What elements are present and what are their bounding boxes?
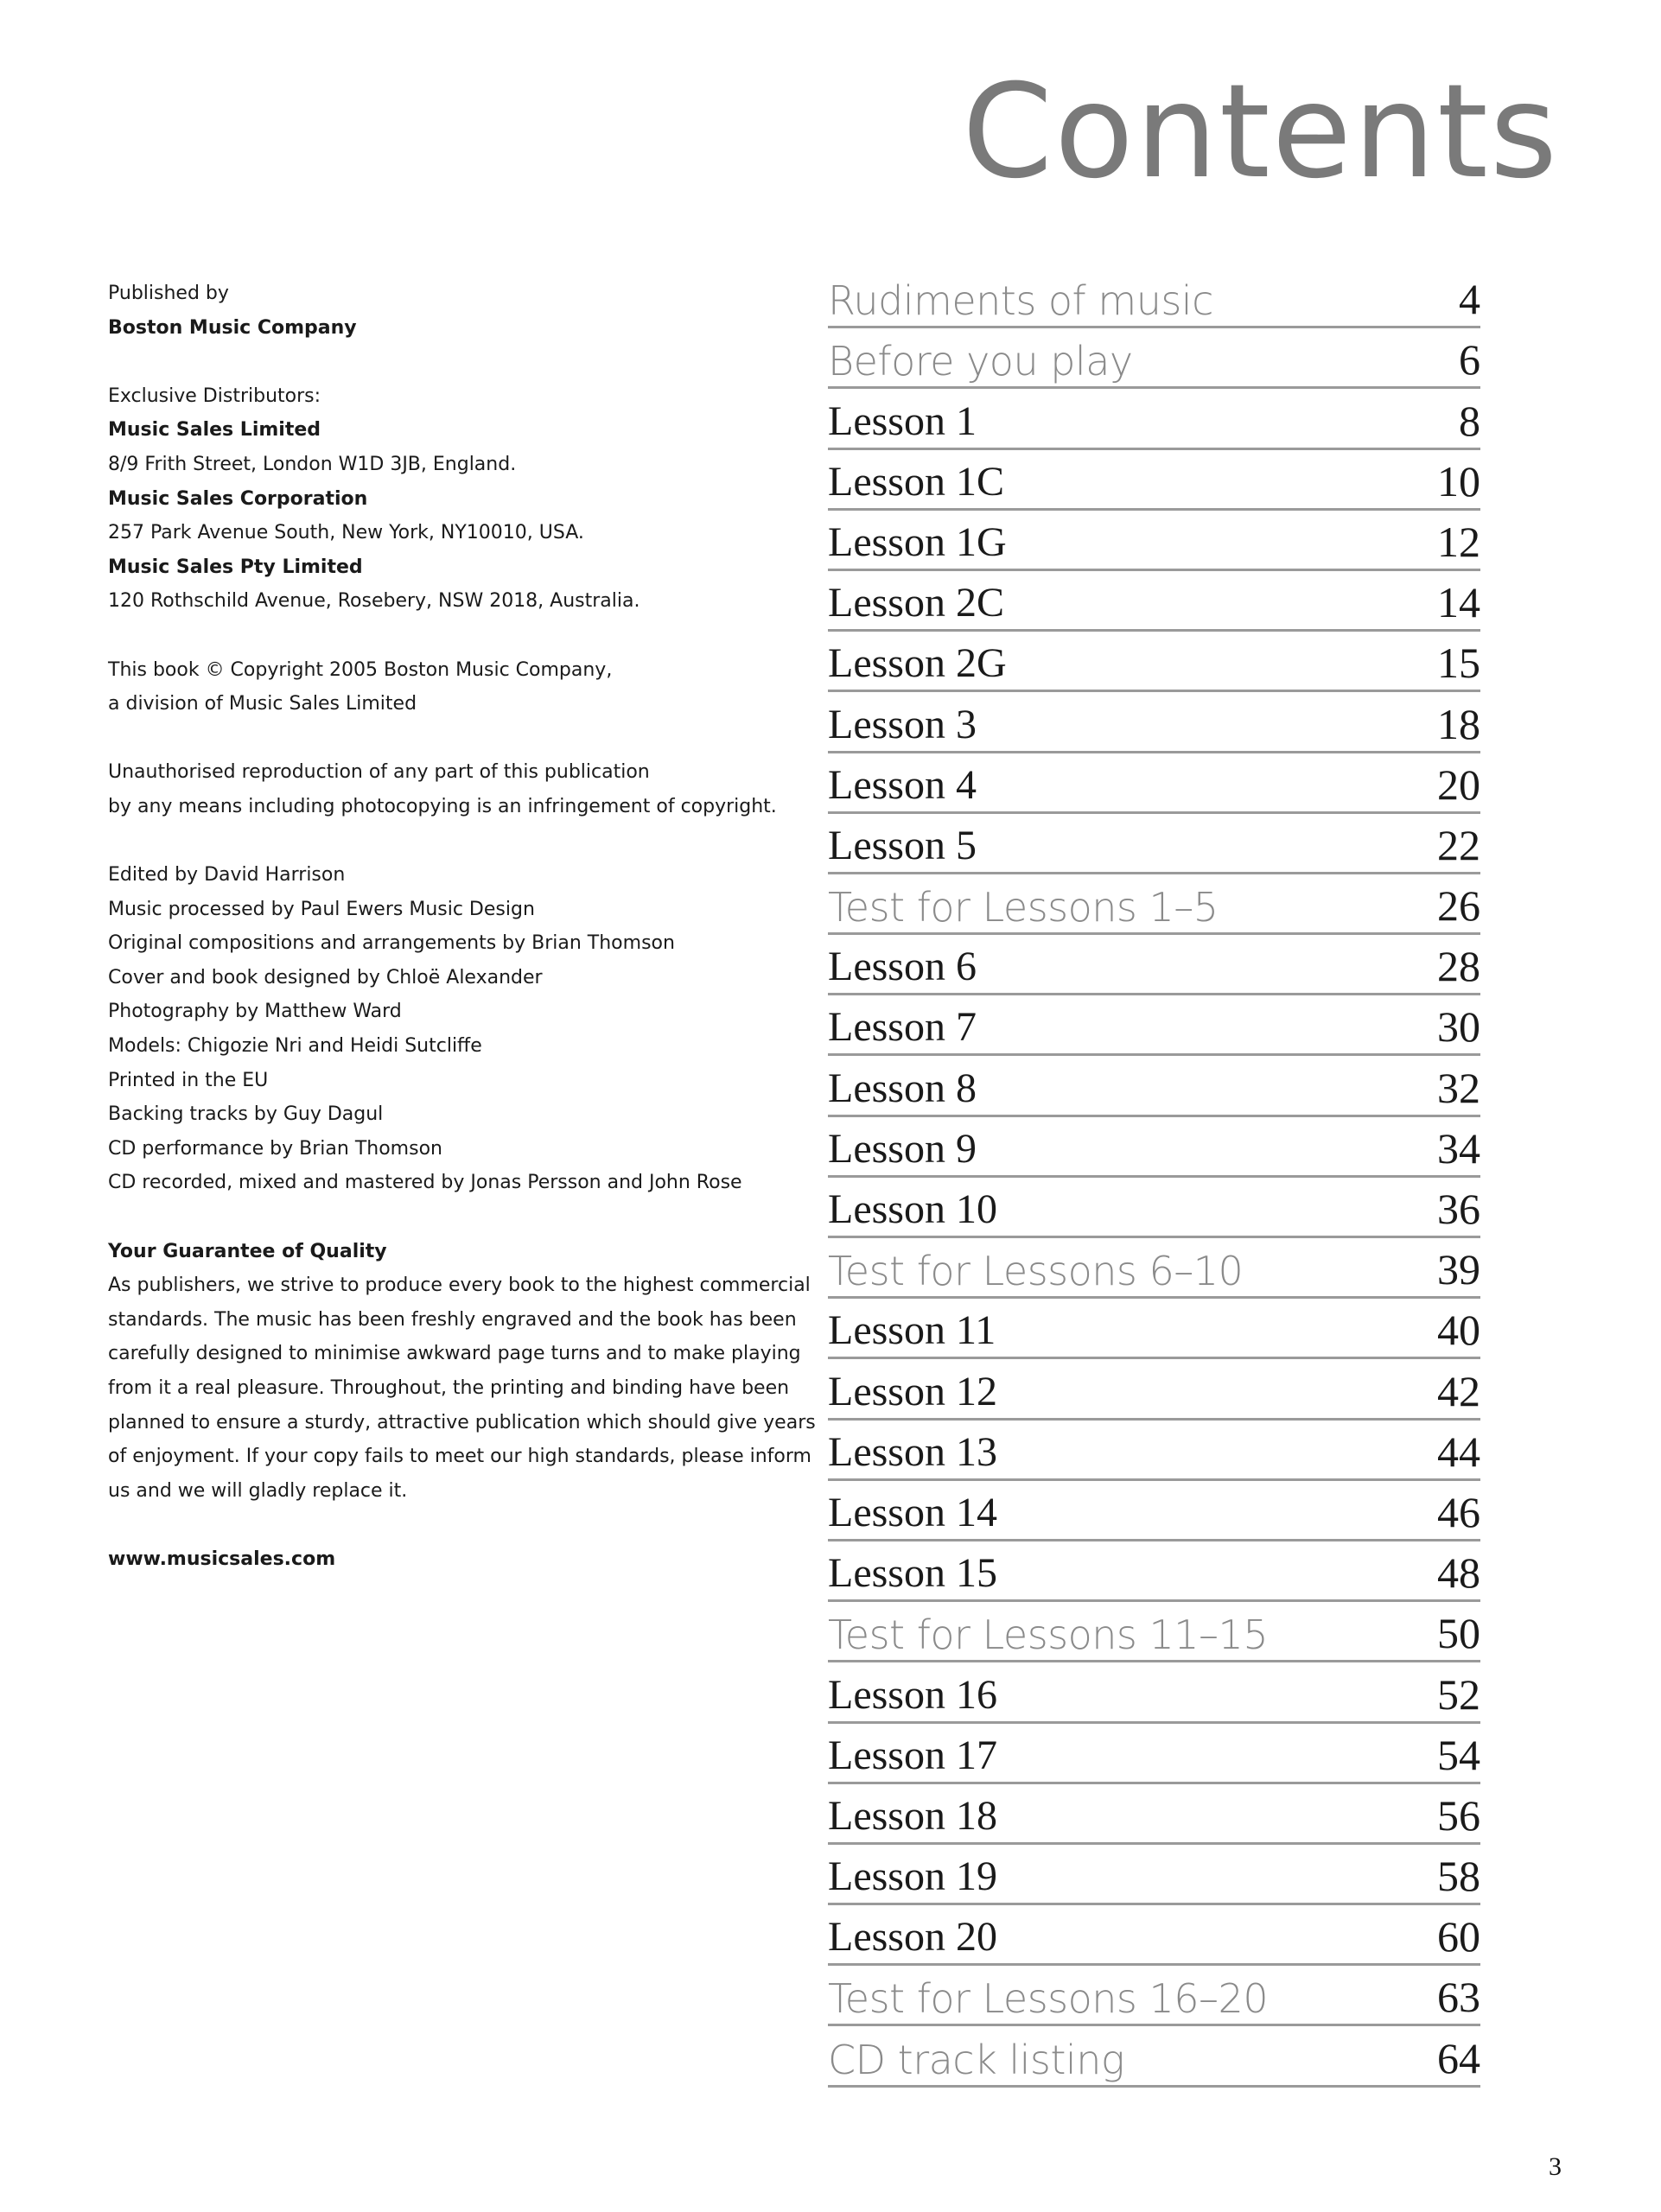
toc-entry-page: 30: [1437, 1002, 1480, 1052]
distributor-address: 120 Rothschild Avenue, Rosebery, NSW 2018, Australia.: [108, 590, 640, 613]
toc-entry: [828, 935, 1480, 995]
toc-entry-label: Test for Lessons 11–15: [828, 1611, 1269, 1659]
toc-entry-label: Lesson 1G: [828, 518, 1007, 565]
distributor-address: 8/9 Frith Street, London W1D 3JB, England.: [108, 453, 517, 475]
toc-entry: [828, 389, 1480, 449]
toc-entry: [828, 1056, 1480, 1116]
toc-entry-page: 12: [1437, 517, 1480, 566]
toc-entry-label: Lesson 5: [828, 822, 977, 868]
toc-entry: [828, 753, 1480, 814]
reproduction-notice: Unauthorised reproduction of any part of this publication: [108, 761, 650, 784]
toc-entry: [828, 1299, 1480, 1359]
reproduction-notice: by any means including photocopying is an infringement of copyright.: [108, 795, 777, 817]
toc-entry: [828, 1966, 1480, 2026]
copyright-notice: a division of Music Sales Limited: [108, 693, 417, 715]
distributor-name: Music Sales Limited: [108, 419, 321, 442]
toc-entry-label: Lesson 12: [828, 1368, 997, 1414]
distributors-label: Exclusive Distributors:: [108, 385, 321, 407]
toc-entry-page: 40: [1437, 1306, 1480, 1355]
toc-entry-label: Lesson 11: [828, 1307, 996, 1354]
guarantee-title: Your Guarantee of Quality: [108, 1240, 387, 1262]
toc-entry-page: 42: [1437, 1366, 1480, 1415]
toc-entry-label: Lesson 15: [828, 1550, 997, 1597]
toc-entry-label: Test for Lessons 6–10: [828, 1248, 1244, 1295]
toc-entry: [828, 1117, 1480, 1178]
toc-entry-label: Lesson 8: [828, 1065, 977, 1111]
toc-entry-page: 34: [1437, 1123, 1480, 1173]
toc-entry: [828, 1359, 1480, 1420]
toc-entry-page: 52: [1437, 1669, 1480, 1719]
toc-entry-label: CD track listing: [828, 2036, 1124, 2083]
toc-entry-label: Lesson 18: [828, 1792, 997, 1839]
toc-entry-label: Test for Lessons 1–5: [828, 884, 1219, 931]
toc-entry-label: Lesson 2G: [828, 640, 1007, 687]
toc-entry-label: Lesson 14: [828, 1489, 997, 1535]
toc-entry: [828, 1481, 1480, 1541]
toc-entry: [828, 874, 1480, 935]
guarantee-line: of enjoyment. If your copy fails to meet our high standards, please inform: [108, 1446, 811, 1468]
toc-entry-page: 64: [1437, 2033, 1480, 2082]
guarantee-line: us and we will gladly replace it.: [108, 1479, 408, 1502]
toc-entry-page: 60: [1437, 1912, 1480, 1961]
credits-list: [108, 858, 782, 1200]
toc-entry-label: Before you play: [828, 338, 1133, 385]
toc-entry: [828, 268, 1480, 328]
toc-entry: [828, 1541, 1480, 1602]
toc-entry-page: 58: [1437, 1852, 1480, 1901]
guarantee-line: As publishers, we strive to produce every book to the highest commercial: [108, 1274, 811, 1297]
toc-entry-label: Rudiments of music: [828, 277, 1213, 325]
credit-line: Music processed by Paul Ewers Music Design: [108, 898, 535, 920]
toc-entry: [828, 1724, 1480, 1784]
distributor-name: Music Sales Pty Limited: [108, 556, 363, 578]
toc-entry-page: 26: [1437, 881, 1480, 931]
toc-entry: [828, 571, 1480, 632]
table-of-contents: [828, 268, 1480, 2088]
credit-line: Models: Chigozie Nri and Heidi Sutcliffe: [108, 1035, 482, 1058]
toc-entry-label: Lesson 2C: [828, 580, 1004, 626]
toc-entry-label: Lesson 16: [828, 1671, 997, 1718]
toc-entry-page: 14: [1437, 578, 1480, 627]
toc-entry: [828, 692, 1480, 753]
published-by-label: Published by: [108, 283, 229, 304]
toc-entry-page: 54: [1437, 1730, 1480, 1779]
toc-entry-page: 10: [1437, 456, 1480, 505]
guarantee-line: planned to ensure a sturdy, attractive publication which should give years: [108, 1411, 816, 1433]
toc-entry: [828, 1905, 1480, 1966]
guarantee-line: standards. The music has been freshly engraved and the book has been: [108, 1308, 797, 1331]
toc-entry-label: Test for Lessons 16–20: [828, 1975, 1269, 2023]
toc-entry-label: Lesson 9: [828, 1125, 977, 1172]
toc-entry-page: 4: [1459, 275, 1480, 324]
distributor-name: Music Sales Corporation: [108, 487, 368, 510]
toc-entry-page: 6: [1459, 335, 1480, 385]
imprint-block: [108, 276, 816, 1577]
toc-entry-page: 48: [1437, 1548, 1480, 1598]
toc-entry-page: 44: [1437, 1427, 1480, 1476]
toc-entry-label: Lesson 1: [828, 397, 977, 444]
toc-entry: [828, 1845, 1480, 1905]
toc-entry: [828, 632, 1480, 692]
toc-entry: [828, 814, 1480, 874]
toc-entry-page: 22: [1437, 820, 1480, 869]
toc-entry-page: 46: [1437, 1487, 1480, 1536]
toc-entry: [828, 511, 1480, 571]
toc-entry: [828, 1238, 1480, 1299]
toc-entry-label: Lesson 17: [828, 1732, 997, 1778]
toc-entry: [828, 1421, 1480, 1481]
toc-entry: [828, 1784, 1480, 1845]
toc-entry: [828, 1602, 1480, 1662]
distributor-address: 257 Park Avenue South, New York, NY10010, USA.: [108, 522, 584, 544]
toc-entry: [828, 995, 1480, 1056]
guarantee-text: [108, 1268, 816, 1508]
toc-entry: [828, 450, 1480, 511]
toc-entry-label: Lesson 1C: [828, 458, 1004, 505]
toc-entry-label: Lesson 19: [828, 1853, 997, 1900]
toc-entry-page: 18: [1437, 699, 1480, 748]
toc-entry: [828, 1662, 1480, 1723]
guarantee-line: carefully designed to minimise awkward page turns and to make playing: [108, 1343, 801, 1365]
toc-entry: [828, 1178, 1480, 1238]
credit-line: Original compositions and arrangements by Brian Thomson: [108, 932, 675, 955]
toc-entry-page: 32: [1437, 1063, 1480, 1112]
toc-entry-page: 8: [1459, 396, 1480, 445]
page-title: Contents: [962, 57, 1559, 207]
toc-entry: [828, 328, 1480, 389]
credit-line: Photography by Matthew Ward: [108, 1001, 402, 1023]
toc-entry-page: 63: [1437, 1973, 1480, 2022]
page-number: 3: [1549, 2152, 1562, 2181]
copyright-notice: This book © Copyright 2005 Boston Music Company,: [108, 658, 613, 681]
toc-entry-label: Lesson 20: [828, 1914, 997, 1961]
publisher-name: Boston Music Company: [108, 316, 357, 339]
toc-entry-page: 15: [1437, 639, 1480, 688]
toc-entry-label: Lesson 10: [828, 1186, 997, 1232]
credit-line: Printed in the EU: [108, 1069, 269, 1091]
toc-entry-page: 28: [1437, 942, 1480, 991]
toc-entry-page: 39: [1437, 1245, 1480, 1294]
toc-entry-label: Lesson 6: [828, 944, 977, 990]
credit-line: CD recorded, mixed and mastered by Jonas Persson and John Rose: [108, 1172, 742, 1194]
toc-entry-label: Lesson 13: [828, 1428, 997, 1475]
guarantee-line: from it a real pleasure. Throughout, the printing and binding have been: [108, 1377, 790, 1399]
toc-entry-label: Lesson 4: [828, 761, 977, 808]
toc-entry-label: Lesson 7: [828, 1004, 977, 1051]
toc-entry-page: 50: [1437, 1609, 1480, 1658]
toc-entry-page: 20: [1437, 760, 1480, 809]
toc-entry-page: 36: [1437, 1185, 1480, 1233]
toc-entry-label: Lesson 3: [828, 701, 977, 747]
toc-entry: [828, 2026, 1480, 2087]
toc-entry-page: 56: [1437, 1790, 1480, 1840]
credit-line: Backing tracks by Guy Dagul: [108, 1103, 384, 1126]
credit-line: Cover and book designed by Chloë Alexander: [108, 966, 543, 988]
credit-line: Edited by David Harrison: [108, 864, 346, 887]
credit-line: CD performance by Brian Thomson: [108, 1137, 442, 1160]
website-link: www.musicsales.com: [108, 1548, 336, 1570]
